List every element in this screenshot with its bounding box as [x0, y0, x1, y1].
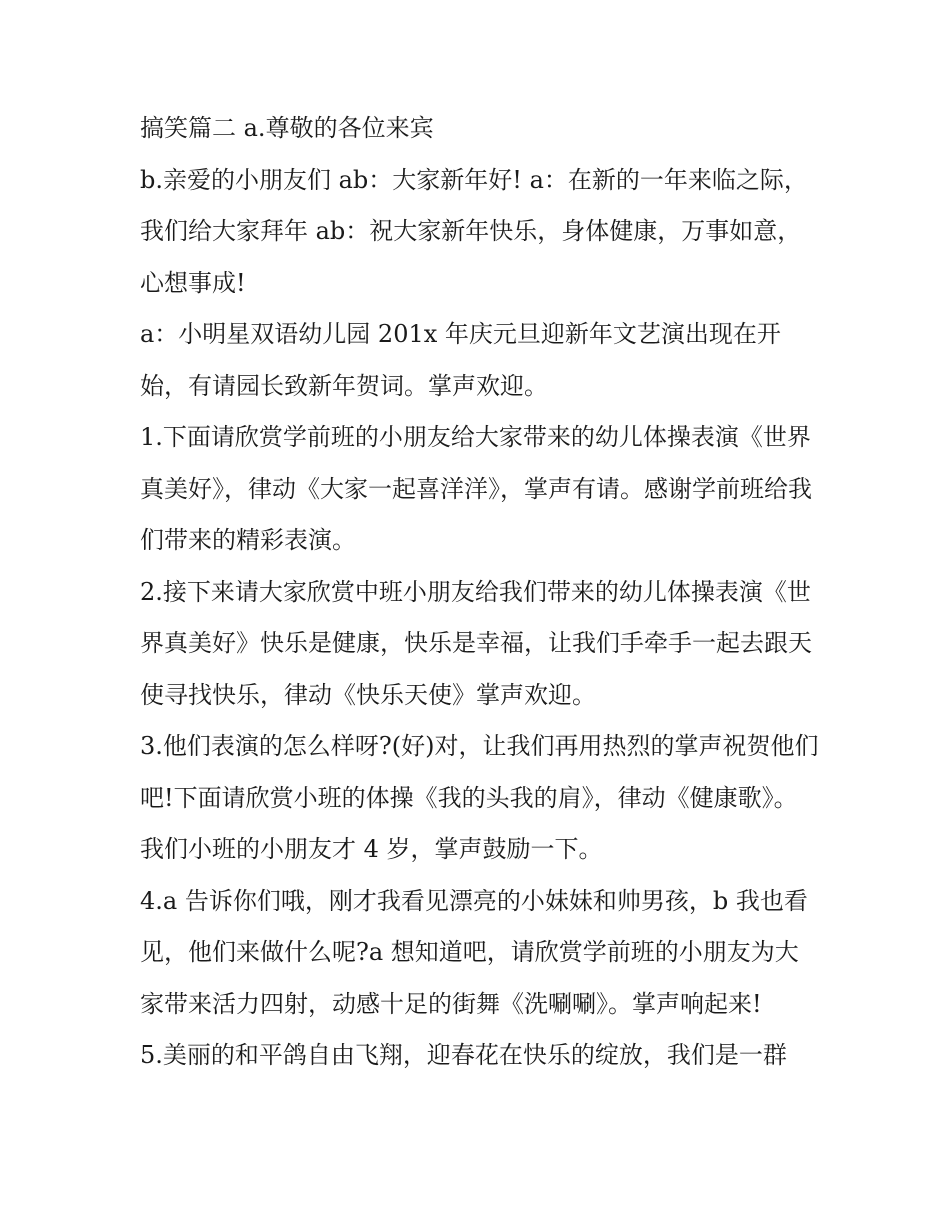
paragraph-opening: a：小明星双语幼儿园 201x 年庆元旦迎新年文艺演出现在开始，有请园长致新年贺词。掌声欢迎。 [140, 320, 781, 400]
paragraph-item-5: 5.美丽的和平鸽自由飞翔，迎春花在快乐的绽放，我们是一群 [140, 1041, 787, 1069]
paragraph-item-1: 1.下面请欣赏学前班的小朋友给大家带来的幼儿体操表演《世界真美好》，律动《大家一起喜洋洋》，掌声有请。感谢学前班给我们带来的精彩表演。 [140, 423, 812, 554]
paragraph-item-3: 3.他们表演的怎么样呀?(好)对，让我们再用热烈的掌声祝贺他们吧!下面请欣赏小班的体操《我的头我的肩》，律动《健康歌》。我们小班的小朋友才 4 岁，掌声鼓励一下。 [140, 732, 819, 863]
paragraph-greeting: b.亲爱的小朋友们 ab：大家新年好! a：在新的一年来临之际，我们给大家拜年 ab：祝大家新年快乐，身体健康，万事如意，心想事成! [140, 165, 808, 297]
paragraph-title: 搞笑篇二 a.尊敬的各位来宾 [140, 114, 434, 142]
paragraph-item-2: 2.接下来请大家欣赏中班小朋友给我们带来的幼儿体操表演《世界真美好》快乐是健康，快乐是幸福，让我们手牵手一起去跟天使寻找快乐，律动《快乐天使》掌声欢迎。 [140, 577, 812, 709]
paragraph-item-4: 4.a 告诉你们哦，刚才我看见漂亮的小妹妹和帅男孩，b 我也看见，他们来做什么呢?a 想知道吧，请欣赏学前班的小朋友为大家带来活力四射，动感十足的街舞《洗唰唰》。掌声响起来! [140, 886, 808, 1018]
document-body [140, 103, 820, 1082]
